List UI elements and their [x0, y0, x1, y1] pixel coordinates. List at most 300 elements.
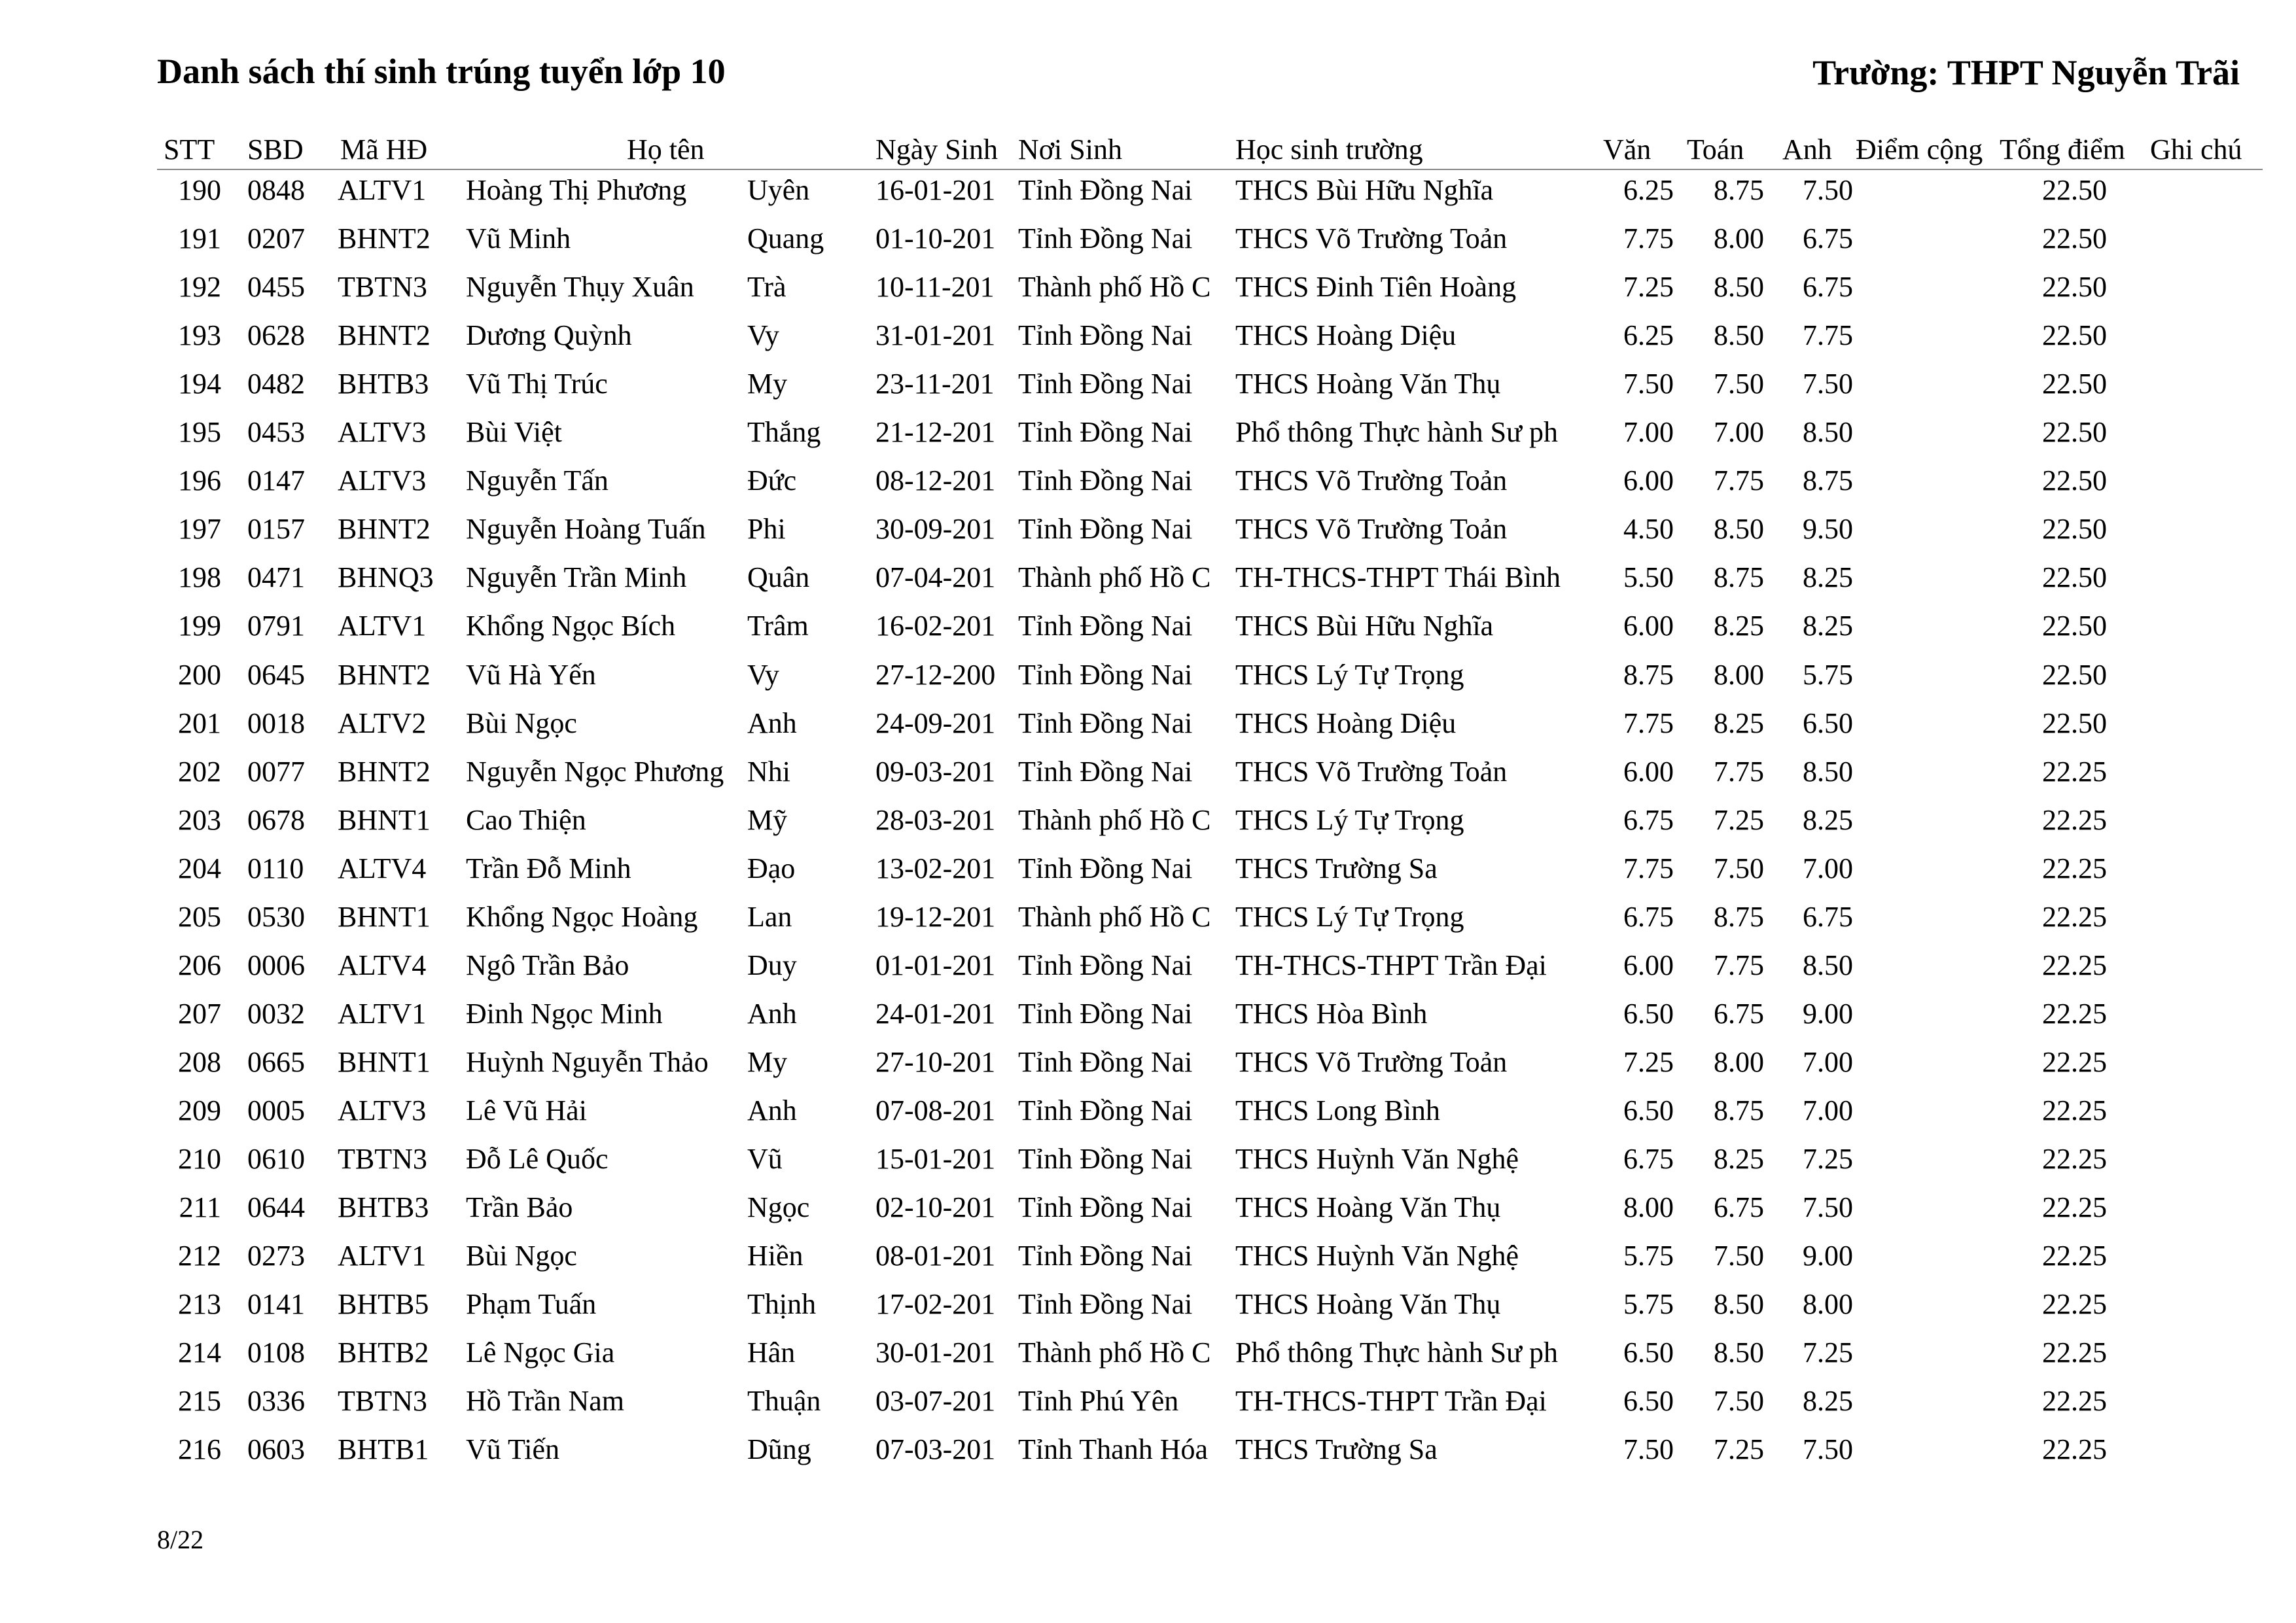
cell-ho-dem: Ngô Trần Bảo: [466, 949, 629, 981]
cell-ma-hd: BHNT2: [338, 755, 431, 788]
cell-van: 6.50: [1623, 1336, 1674, 1369]
cell-tong-diem: 22.50: [2042, 513, 2107, 546]
cell-ngay-sinh: 15-01-201: [875, 1143, 996, 1175]
cell-ngay-sinh: 02-10-201: [875, 1191, 996, 1224]
cell-toan: 6.75: [1714, 1191, 1764, 1224]
cell-sbd: 0791: [247, 610, 305, 642]
cell-ngay-sinh: 30-09-201: [875, 513, 996, 546]
cell-sbd: 0471: [247, 561, 305, 594]
cell-tong-diem: 22.25: [2042, 1288, 2107, 1321]
cell-tong-diem: 22.25: [2042, 949, 2107, 981]
cell-anh: 6.75: [1803, 900, 1853, 933]
cell-noi-sinh: Tỉnh Đồng Nai: [1018, 416, 1193, 449]
table-row: [0, 1135, 2296, 1183]
cell-ma-hd: ALTV3: [338, 416, 427, 449]
cell-anh: 8.50: [1803, 755, 1853, 788]
cell-ten: Mỹ: [747, 803, 788, 836]
cell-truong: THCS Võ Trường Toản: [1235, 222, 1508, 255]
cell-tong-diem: 22.50: [2042, 561, 2107, 594]
cell-anh: 7.00: [1803, 1045, 1853, 1078]
cell-ma-hd: ALTV1: [338, 610, 427, 642]
table-row: [0, 1038, 2296, 1087]
cell-ho-dem: Đinh Ngọc Minh: [466, 997, 663, 1030]
cell-noi-sinh: Tỉnh Đồng Nai: [1018, 997, 1193, 1030]
cell-tong-diem: 22.50: [2042, 174, 2107, 206]
cell-sbd: 0848: [247, 174, 305, 206]
cell-ma-hd: ALTV3: [338, 1094, 427, 1126]
cell-noi-sinh: Tỉnh Đồng Nai: [1018, 319, 1193, 352]
cell-truong: TH-THCS-THPT Trần Đại: [1235, 1385, 1547, 1418]
cell-truong: THCS Hòa Bình: [1235, 997, 1428, 1030]
cell-ten: Vy: [747, 658, 779, 691]
cell-anh: 7.00: [1803, 852, 1853, 884]
cell-stt: 210: [178, 1143, 221, 1175]
cell-ma-hd: BHNT2: [338, 319, 431, 352]
cell-ma-hd: BHTB3: [338, 1191, 429, 1224]
cell-ten: Hân: [747, 1336, 796, 1369]
cell-truong: THCS Lý Tự Trọng: [1235, 658, 1464, 691]
cell-sbd: 0482: [247, 368, 305, 400]
cell-ten: Trâm: [747, 610, 809, 642]
cell-ho-dem: Khổng Ngọc Bích: [466, 610, 676, 642]
cell-ngay-sinh: 01-10-201: [875, 222, 996, 255]
table-row: [0, 215, 2296, 263]
cell-ten: Quang: [747, 222, 824, 255]
cell-ngay-sinh: 09-03-201: [875, 755, 996, 788]
cell-van: 5.75: [1623, 1288, 1674, 1321]
cell-noi-sinh: Tỉnh Đồng Nai: [1018, 1094, 1193, 1126]
table-row: [0, 893, 2296, 941]
cell-noi-sinh: Thành phố Hồ C: [1018, 900, 1211, 933]
cell-tong-diem: 22.25: [2042, 852, 2107, 884]
table-row: [0, 1280, 2296, 1329]
cell-ma-hd: ALTV4: [338, 949, 427, 981]
cell-tong-diem: 22.25: [2042, 900, 2107, 933]
cell-ngay-sinh: 16-01-201: [875, 174, 996, 206]
cell-stt: 211: [179, 1191, 221, 1224]
cell-stt: 206: [178, 949, 221, 981]
table-row: [0, 990, 2296, 1038]
cell-toan: 8.25: [1714, 1143, 1764, 1175]
table-row: [0, 505, 2296, 553]
cell-tong-diem: 22.25: [2042, 1045, 2107, 1078]
cell-ho-dem: Lê Ngọc Gia: [466, 1336, 615, 1369]
cell-anh: 7.00: [1803, 1094, 1853, 1126]
table-row: [0, 553, 2296, 602]
cell-ngay-sinh: 16-02-201: [875, 610, 996, 642]
cell-ma-hd: BHTB5: [338, 1288, 429, 1321]
table-row: [0, 699, 2296, 748]
cell-tong-diem: 22.25: [2042, 1240, 2107, 1272]
table-row: [0, 166, 2296, 215]
cell-toan: 8.75: [1714, 900, 1764, 933]
cell-noi-sinh: Thành phố Hồ C: [1018, 561, 1211, 594]
cell-toan: 8.50: [1714, 271, 1764, 304]
cell-toan: 7.50: [1714, 852, 1764, 884]
cell-toan: 8.50: [1714, 1336, 1764, 1369]
cell-tong-diem: 22.50: [2042, 271, 2107, 304]
cell-sbd: 0147: [247, 464, 305, 497]
cell-sbd: 0032: [247, 997, 305, 1030]
cell-tong-diem: 22.50: [2042, 222, 2107, 255]
cell-sbd: 0644: [247, 1191, 305, 1224]
cell-ho-dem: Trần Đỗ Minh: [466, 852, 631, 884]
cell-anh: 8.25: [1803, 610, 1853, 642]
cell-truong: THCS Hoàng Văn Thụ: [1235, 1191, 1501, 1224]
cell-truong: THCS Bùi Hữu Nghĩa: [1235, 174, 1494, 206]
cell-ngay-sinh: 21-12-201: [875, 416, 996, 449]
cell-ma-hd: TBTN3: [338, 271, 427, 304]
cell-toan: 7.25: [1714, 1433, 1764, 1466]
table-row: [0, 1232, 2296, 1280]
cell-anh: 8.25: [1803, 1385, 1853, 1418]
col-header-toan: Toán: [1687, 133, 1744, 166]
cell-van: 7.25: [1623, 271, 1674, 304]
cell-ma-hd: BHNT1: [338, 1045, 431, 1078]
cell-stt: 201: [178, 707, 221, 739]
cell-toan: 8.75: [1714, 561, 1764, 594]
cell-truong: THCS Hoàng Diệu: [1235, 319, 1457, 352]
cell-tong-diem: 22.50: [2042, 707, 2107, 739]
cell-ten: Uyên: [747, 174, 810, 206]
cell-anh: 7.25: [1803, 1336, 1853, 1369]
cell-ten: Thuận: [747, 1385, 821, 1418]
cell-ho-dem: Khổng Ngọc Hoàng: [466, 900, 698, 933]
cell-ho-dem: Vũ Minh: [466, 222, 571, 255]
cell-ma-hd: ALTV4: [338, 852, 427, 884]
cell-noi-sinh: Thành phố Hồ C: [1018, 271, 1211, 304]
cell-ten: Trà: [747, 271, 786, 304]
cell-sbd: 0678: [247, 803, 305, 836]
cell-van: 6.75: [1623, 900, 1674, 933]
cell-van: 7.75: [1623, 707, 1674, 739]
cell-toan: 8.00: [1714, 1045, 1764, 1078]
cell-ho-dem: Nguyễn Tấn: [466, 464, 609, 497]
cell-sbd: 0157: [247, 513, 305, 546]
col-header-ghi-chu: Ghi chú: [2150, 133, 2242, 166]
cell-tong-diem: 22.25: [2042, 1143, 2107, 1175]
cell-truong: THCS Võ Trường Toản: [1235, 513, 1508, 546]
cell-van: 6.00: [1623, 755, 1674, 788]
cell-sbd: 0628: [247, 319, 305, 352]
cell-ma-hd: BHTB1: [338, 1433, 429, 1466]
cell-toan: 7.50: [1714, 1385, 1764, 1418]
cell-truong: THCS Hoàng Diệu: [1235, 707, 1457, 739]
cell-ngay-sinh: 19-12-201: [875, 900, 996, 933]
cell-ten: Thắng: [747, 416, 821, 449]
table-row: [0, 845, 2296, 893]
cell-noi-sinh: Thành phố Hồ C: [1018, 803, 1211, 836]
cell-tong-diem: 22.25: [2042, 1433, 2107, 1466]
col-header-van: Văn: [1603, 133, 1651, 166]
cell-toan: 7.75: [1714, 755, 1764, 788]
cell-toan: 7.25: [1714, 803, 1764, 836]
cell-stt: 207: [178, 997, 221, 1030]
cell-anh: 6.75: [1803, 222, 1853, 255]
cell-toan: 8.25: [1714, 610, 1764, 642]
cell-ngay-sinh: 08-12-201: [875, 464, 996, 497]
cell-ngay-sinh: 13-02-201: [875, 852, 996, 884]
page-title: Danh sách thí sinh trúng tuyển lớp 10: [157, 52, 726, 91]
cell-van: 7.75: [1623, 222, 1674, 255]
cell-van: 6.25: [1623, 319, 1674, 352]
table-row: [0, 1087, 2296, 1135]
cell-ho-dem: Bùi Ngọc: [466, 1240, 577, 1272]
table-row: [0, 1425, 2296, 1474]
cell-truong: THCS Huỳnh Văn Nghệ: [1235, 1240, 1519, 1272]
cell-ten: Đạo: [747, 852, 796, 884]
cell-tong-diem: 22.50: [2042, 610, 2107, 642]
cell-noi-sinh: Tỉnh Đồng Nai: [1018, 1288, 1193, 1321]
cell-ngay-sinh: 28-03-201: [875, 803, 996, 836]
cell-anh: 7.25: [1803, 1143, 1853, 1175]
cell-ngay-sinh: 10-11-201: [875, 271, 995, 304]
cell-ma-hd: BHNT2: [338, 513, 431, 546]
cell-anh: 7.50: [1803, 1433, 1853, 1466]
cell-ma-hd: BHNT1: [338, 803, 431, 836]
cell-ho-dem: Vũ Tiến: [466, 1433, 560, 1466]
cell-van: 8.75: [1623, 658, 1674, 691]
cell-ten: My: [747, 1045, 788, 1078]
cell-stt: 208: [178, 1045, 221, 1078]
cell-van: 4.50: [1623, 513, 1674, 546]
cell-toan: 8.00: [1714, 222, 1764, 255]
cell-ho-dem: Cao Thiện: [466, 803, 586, 836]
cell-toan: 8.50: [1714, 319, 1764, 352]
table-row: [0, 796, 2296, 845]
cell-van: 6.50: [1623, 1094, 1674, 1126]
cell-noi-sinh: Thành phố Hồ C: [1018, 1336, 1211, 1369]
cell-sbd: 0005: [247, 1094, 305, 1126]
cell-noi-sinh: Tỉnh Đồng Nai: [1018, 707, 1193, 739]
table-row: [0, 1183, 2296, 1232]
col-header-ngay-sinh: Ngày Sinh: [875, 133, 998, 166]
cell-tong-diem: 22.25: [2042, 1336, 2107, 1369]
cell-sbd: 0645: [247, 658, 305, 691]
cell-tong-diem: 22.50: [2042, 368, 2107, 400]
cell-ho-dem: Trần Bảo: [466, 1191, 573, 1224]
cell-sbd: 0077: [247, 755, 305, 788]
table-row: [0, 748, 2296, 796]
cell-anh: 8.75: [1803, 464, 1853, 497]
cell-truong: Phổ thông Thực hành Sư ph: [1235, 1336, 1559, 1369]
table-row: [0, 941, 2296, 990]
cell-noi-sinh: Tỉnh Đồng Nai: [1018, 1240, 1193, 1272]
cell-ho-dem: Phạm Tuấn: [466, 1288, 597, 1321]
table-row: [0, 1377, 2296, 1425]
cell-ho-dem: Dương Quỳnh: [466, 319, 632, 352]
cell-van: 6.75: [1623, 803, 1674, 836]
cell-anh: 8.50: [1803, 949, 1853, 981]
cell-van: 6.00: [1623, 464, 1674, 497]
cell-toan: 7.50: [1714, 368, 1764, 400]
cell-ho-dem: Huỳnh Nguyễn Thảo: [466, 1045, 709, 1078]
cell-ten: Dũng: [747, 1433, 811, 1466]
cell-toan: 8.00: [1714, 658, 1764, 691]
cell-sbd: 0665: [247, 1045, 305, 1078]
table-row: [0, 263, 2296, 311]
cell-ho-dem: Vũ Thị Trúc: [466, 368, 608, 400]
cell-noi-sinh: Tỉnh Đồng Nai: [1018, 222, 1193, 255]
cell-noi-sinh: Tỉnh Đồng Nai: [1018, 1045, 1193, 1078]
cell-ma-hd: BHTB2: [338, 1336, 429, 1369]
cell-ho-dem: Lê Vũ Hải: [466, 1094, 587, 1126]
cell-van: 5.75: [1623, 1240, 1674, 1272]
cell-truong: THCS Hoàng Văn Thụ: [1235, 1288, 1501, 1321]
table-row: [0, 651, 2296, 699]
cell-ngay-sinh: 07-04-201: [875, 561, 996, 594]
cell-truong: TH-THCS-THPT Thái Bình: [1235, 561, 1561, 594]
cell-ma-hd: BHNT2: [338, 222, 431, 255]
cell-anh: 8.25: [1803, 561, 1853, 594]
cell-anh: 6.75: [1803, 271, 1853, 304]
cell-truong: TH-THCS-THPT Trần Đại: [1235, 949, 1547, 981]
cell-toan: 8.75: [1714, 174, 1764, 206]
cell-stt: 191: [178, 222, 221, 255]
cell-tong-diem: 22.50: [2042, 658, 2107, 691]
cell-ma-hd: ALTV3: [338, 464, 427, 497]
cell-tong-diem: 22.25: [2042, 1094, 2107, 1126]
cell-ngay-sinh: 08-01-201: [875, 1240, 996, 1272]
col-header-ho-ten: Họ tên: [627, 133, 705, 166]
cell-ho-dem: Hoàng Thị Phương: [466, 174, 687, 206]
cell-ma-hd: ALTV1: [338, 174, 427, 206]
col-header-anh: Anh: [1782, 133, 1832, 166]
cell-ten: Anh: [747, 997, 797, 1030]
cell-sbd: 0018: [247, 707, 305, 739]
cell-tong-diem: 22.25: [2042, 997, 2107, 1030]
cell-stt: 193: [178, 319, 221, 352]
cell-noi-sinh: Tỉnh Đồng Nai: [1018, 949, 1193, 981]
cell-ma-hd: BHNT2: [338, 658, 431, 691]
school-name: Trường: THPT Nguyễn Trãi: [1812, 53, 2240, 92]
cell-ho-dem: Đỗ Lê Quốc: [466, 1143, 609, 1175]
cell-stt: 199: [178, 610, 221, 642]
col-header-diem-cong: Điểm cộng: [1856, 133, 1983, 166]
cell-ho-dem: Hồ Trần Nam: [466, 1385, 625, 1418]
cell-tong-diem: 22.50: [2042, 416, 2107, 449]
cell-anh: 7.50: [1803, 174, 1853, 206]
cell-van: 7.25: [1623, 1045, 1674, 1078]
cell-anh: 7.50: [1803, 368, 1853, 400]
cell-ten: Phi: [747, 513, 786, 546]
cell-toan: 8.25: [1714, 707, 1764, 739]
cell-tong-diem: 22.25: [2042, 1191, 2107, 1224]
cell-ma-hd: ALTV2: [338, 707, 427, 739]
cell-ngay-sinh: 31-01-201: [875, 319, 996, 352]
cell-stt: 204: [178, 852, 221, 884]
cell-ngay-sinh: 03-07-201: [875, 1385, 996, 1418]
cell-ngay-sinh: 30-01-201: [875, 1336, 996, 1369]
cell-stt: 212: [178, 1240, 221, 1272]
cell-ma-hd: BHNT1: [338, 900, 431, 933]
cell-truong: THCS Võ Trường Toản: [1235, 1045, 1508, 1078]
cell-anh: 8.50: [1803, 416, 1853, 449]
cell-truong: THCS Võ Trường Toản: [1235, 755, 1508, 788]
cell-stt: 215: [178, 1385, 221, 1418]
cell-ma-hd: BHTB3: [338, 368, 429, 400]
cell-stt: 192: [178, 271, 221, 304]
cell-toan: 7.75: [1714, 949, 1764, 981]
cell-ngay-sinh: 07-08-201: [875, 1094, 996, 1126]
cell-sbd: 0455: [247, 271, 305, 304]
cell-stt: 195: [178, 416, 221, 449]
cell-sbd: 0453: [247, 416, 305, 449]
cell-ten: Anh: [747, 707, 797, 739]
cell-toan: 6.75: [1714, 997, 1764, 1030]
cell-tong-diem: 22.25: [2042, 1385, 2107, 1418]
cell-ngay-sinh: 01-01-201: [875, 949, 996, 981]
cell-noi-sinh: Tỉnh Đồng Nai: [1018, 513, 1193, 546]
cell-truong: THCS Lý Tự Trọng: [1235, 803, 1464, 836]
cell-ho-dem: Nguyễn Thụy Xuân: [466, 271, 694, 304]
cell-sbd: 0006: [247, 949, 305, 981]
cell-stt: 190: [178, 174, 221, 206]
cell-truong: THCS Huỳnh Văn Nghệ: [1235, 1143, 1519, 1175]
cell-sbd: 0273: [247, 1240, 305, 1272]
table-row: [0, 457, 2296, 505]
cell-anh: 9.50: [1803, 513, 1853, 546]
cell-ten: Ngọc: [747, 1191, 810, 1224]
cell-stt: 202: [178, 755, 221, 788]
cell-tong-diem: 22.50: [2042, 464, 2107, 497]
cell-stt: 196: [178, 464, 221, 497]
cell-noi-sinh: Tỉnh Đồng Nai: [1018, 464, 1193, 497]
cell-sbd: 0610: [247, 1143, 305, 1175]
cell-van: 8.00: [1623, 1191, 1674, 1224]
cell-noi-sinh: Tỉnh Đồng Nai: [1018, 368, 1193, 400]
cell-truong: THCS Võ Trường Toản: [1235, 464, 1508, 497]
cell-anh: 5.75: [1803, 658, 1853, 691]
cell-stt: 203: [178, 803, 221, 836]
cell-tong-diem: 22.25: [2042, 803, 2107, 836]
cell-ten: Quân: [747, 561, 810, 594]
cell-van: 6.50: [1623, 997, 1674, 1030]
cell-noi-sinh: Tỉnh Đồng Nai: [1018, 755, 1193, 788]
cell-toan: 7.75: [1714, 464, 1764, 497]
cell-stt: 213: [178, 1288, 221, 1321]
cell-van: 6.50: [1623, 1385, 1674, 1418]
cell-ma-hd: ALTV1: [338, 1240, 427, 1272]
cell-noi-sinh: Tỉnh Đồng Nai: [1018, 610, 1193, 642]
cell-ma-hd: BHNQ3: [338, 561, 434, 594]
table-row: [0, 311, 2296, 360]
cell-noi-sinh: Tỉnh Đồng Nai: [1018, 174, 1193, 206]
cell-ngay-sinh: 23-11-201: [875, 368, 995, 400]
cell-stt: 205: [178, 900, 221, 933]
col-header-sbd: SBD: [247, 133, 304, 166]
cell-stt: 214: [178, 1336, 221, 1369]
cell-tong-diem: 22.25: [2042, 755, 2107, 788]
col-header-ma-hd: Mã HĐ: [340, 133, 428, 166]
cell-van: 6.75: [1623, 1143, 1674, 1175]
cell-ten: Vy: [747, 319, 779, 352]
cell-van: 6.00: [1623, 610, 1674, 642]
cell-ten: Anh: [747, 1094, 797, 1126]
cell-sbd: 0110: [247, 852, 304, 884]
cell-stt: 198: [178, 561, 221, 594]
cell-toan: 8.50: [1714, 1288, 1764, 1321]
cell-sbd: 0336: [247, 1385, 305, 1418]
cell-anh: 7.75: [1803, 319, 1853, 352]
table-row: [0, 1329, 2296, 1377]
cell-ten: Thịnh: [747, 1288, 817, 1321]
cell-noi-sinh: Tỉnh Thanh Hóa: [1018, 1433, 1209, 1466]
cell-ten: Vũ: [747, 1143, 783, 1175]
cell-ho-dem: Bùi Việt: [466, 416, 562, 449]
cell-truong: THCS Trường Sa: [1235, 1433, 1438, 1466]
cell-toan: 7.50: [1714, 1240, 1764, 1272]
